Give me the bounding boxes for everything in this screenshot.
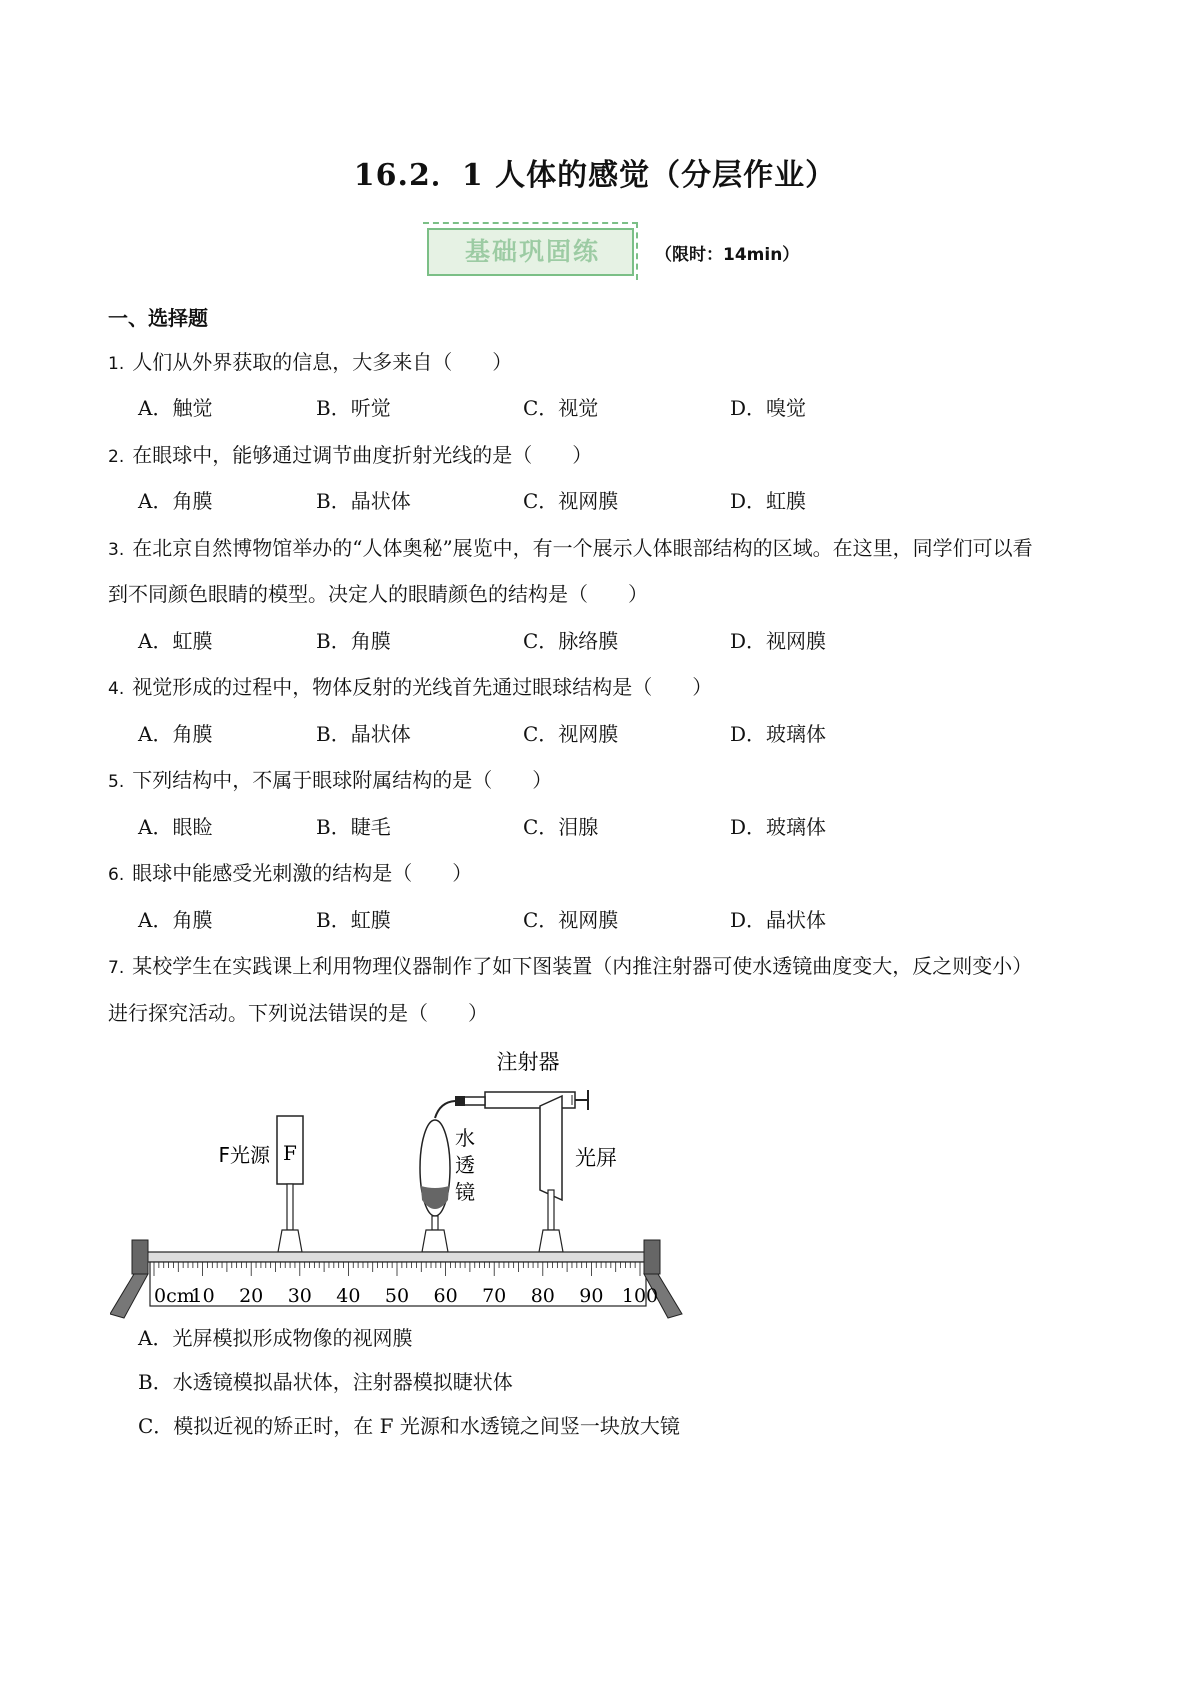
option-a: A．触觉 — [138, 396, 213, 420]
water-lens-icon — [420, 1120, 450, 1252]
option-c: C．模拟近视的矫正时，在 F 光源和水透镜之间竖一块放大镜 — [138, 1414, 680, 1438]
light-screen-icon — [539, 1096, 563, 1252]
option-d: D．视网膜 — [730, 629, 827, 653]
question-6 — [108, 857, 472, 886]
option-b: B．晶状体 — [316, 489, 411, 513]
option-c: C．视网膜 — [523, 908, 619, 932]
question-3 — [108, 532, 1033, 561]
question-number: 2. — [108, 447, 125, 467]
light-source-icon — [277, 1116, 303, 1252]
lens-label-1: 水 — [455, 1126, 475, 1150]
question-text: 在北京自然博物馆举办的“人体奥秘”展览中，有一个展示人体眼部结构的区域。在这里，同学们可以看 — [132, 536, 1033, 560]
question-number: 4. — [108, 679, 125, 699]
option-b: B．水透镜模拟晶状体，注射器模拟睫状体 — [138, 1370, 513, 1394]
option-c: C．视网膜 — [523, 722, 619, 746]
lens-label-2: 透 — [455, 1153, 475, 1177]
option-b: B．晶状体 — [316, 722, 411, 746]
ruler-tick-label: 10 — [190, 1285, 215, 1307]
lens-label-3: 镜 — [455, 1180, 475, 1204]
option-b: B．角膜 — [316, 629, 391, 653]
ruler-tick-label: 40 — [336, 1285, 361, 1307]
question-1 — [108, 346, 512, 375]
ruler-tick-label: 80 — [530, 1285, 555, 1307]
question-text: 某校学生在实践课上利用物理仪器制作了如下图装置（内推注射器可使水透镜曲度变大，反之则变小） — [132, 954, 1033, 978]
optical-bench-figure — [110, 1040, 740, 1350]
option-d: D．玻璃体 — [730, 815, 827, 839]
question-number: 7. — [108, 958, 125, 978]
ruler-tick-label: 100 — [621, 1285, 659, 1307]
ruler-unit-label: 0cm — [154, 1285, 195, 1307]
option-b: B．虹膜 — [316, 908, 391, 932]
option-a: A．角膜 — [138, 489, 213, 513]
option-d: D．虹膜 — [730, 489, 807, 513]
option-c: C．视觉 — [523, 396, 599, 420]
option-d: D．嗅觉 — [730, 396, 807, 420]
ruler-tick-label: 70 — [482, 1285, 507, 1307]
question-text: 在眼球中，能够通过调节曲度折射光线的是（ ） — [132, 443, 593, 467]
question-7 — [108, 950, 1032, 979]
option-a: A．光屏模拟形成物像的视网膜 — [138, 1326, 413, 1350]
light-source-label: F光源 — [218, 1143, 270, 1167]
question-text: 眼球中能感受光刺激的结构是（ ） — [132, 861, 473, 885]
page-title: 16.2．1 人体的感觉（分层作业） — [353, 158, 837, 193]
question-text: 下列结构中，不属于眼球附属结构的是（ ） — [132, 768, 553, 792]
ruler-tick-label: 20 — [239, 1285, 264, 1307]
question-3-line-2: 到不同颜色眼睛的模型。决定人的眼睛颜色的结构是（ ） — [108, 582, 648, 606]
badge-box — [427, 228, 634, 276]
option-b: B．睫毛 — [316, 815, 391, 839]
option-b: B．听觉 — [316, 396, 391, 420]
screen-label: 光屏 — [575, 1146, 617, 1170]
ruler-tick-label: 60 — [433, 1285, 458, 1307]
question-number: 3. — [108, 540, 125, 560]
badge-label: 基础巩固练 — [464, 237, 600, 266]
option-d: D．玻璃体 — [730, 722, 827, 746]
option-a: A．眼睑 — [138, 815, 213, 839]
option-a: A．角膜 — [138, 908, 213, 932]
syringe-icon — [435, 1090, 588, 1118]
question-number: 1. — [108, 354, 125, 374]
question-text: 视觉形成的过程中，物体反射的光线首先通过眼球结构是（ ） — [132, 675, 713, 699]
ruler-tick-label: 90 — [579, 1285, 604, 1307]
question-number: 5. — [108, 772, 125, 792]
level-badge — [423, 222, 638, 280]
syringe-label: 注射器 — [496, 1050, 560, 1074]
option-d: D．晶状体 — [730, 908, 827, 932]
option-a: A．角膜 — [138, 722, 213, 746]
option-c: C．泪腺 — [523, 815, 599, 839]
question-4 — [108, 671, 712, 700]
question-text: 人们从外界获取的信息，大多来自（ ） — [132, 350, 513, 374]
ruler-tick-label: 50 — [384, 1285, 410, 1307]
question-7-line-2: 进行探究活动。下列说法错误的是（ ） — [108, 1001, 488, 1025]
question-2 — [108, 439, 592, 468]
ruler-tick-label: 30 — [287, 1285, 312, 1307]
time-limit: （限时：14min） — [655, 245, 800, 265]
section-title: 一、选择题 — [108, 306, 208, 330]
question-5 — [108, 764, 552, 793]
option-c: C．脉络膜 — [523, 629, 619, 653]
question-number: 6. — [108, 865, 125, 885]
option-a: A．虹膜 — [138, 629, 213, 653]
light-source-letter: F — [283, 1141, 297, 1165]
option-c: C．视网膜 — [523, 489, 619, 513]
